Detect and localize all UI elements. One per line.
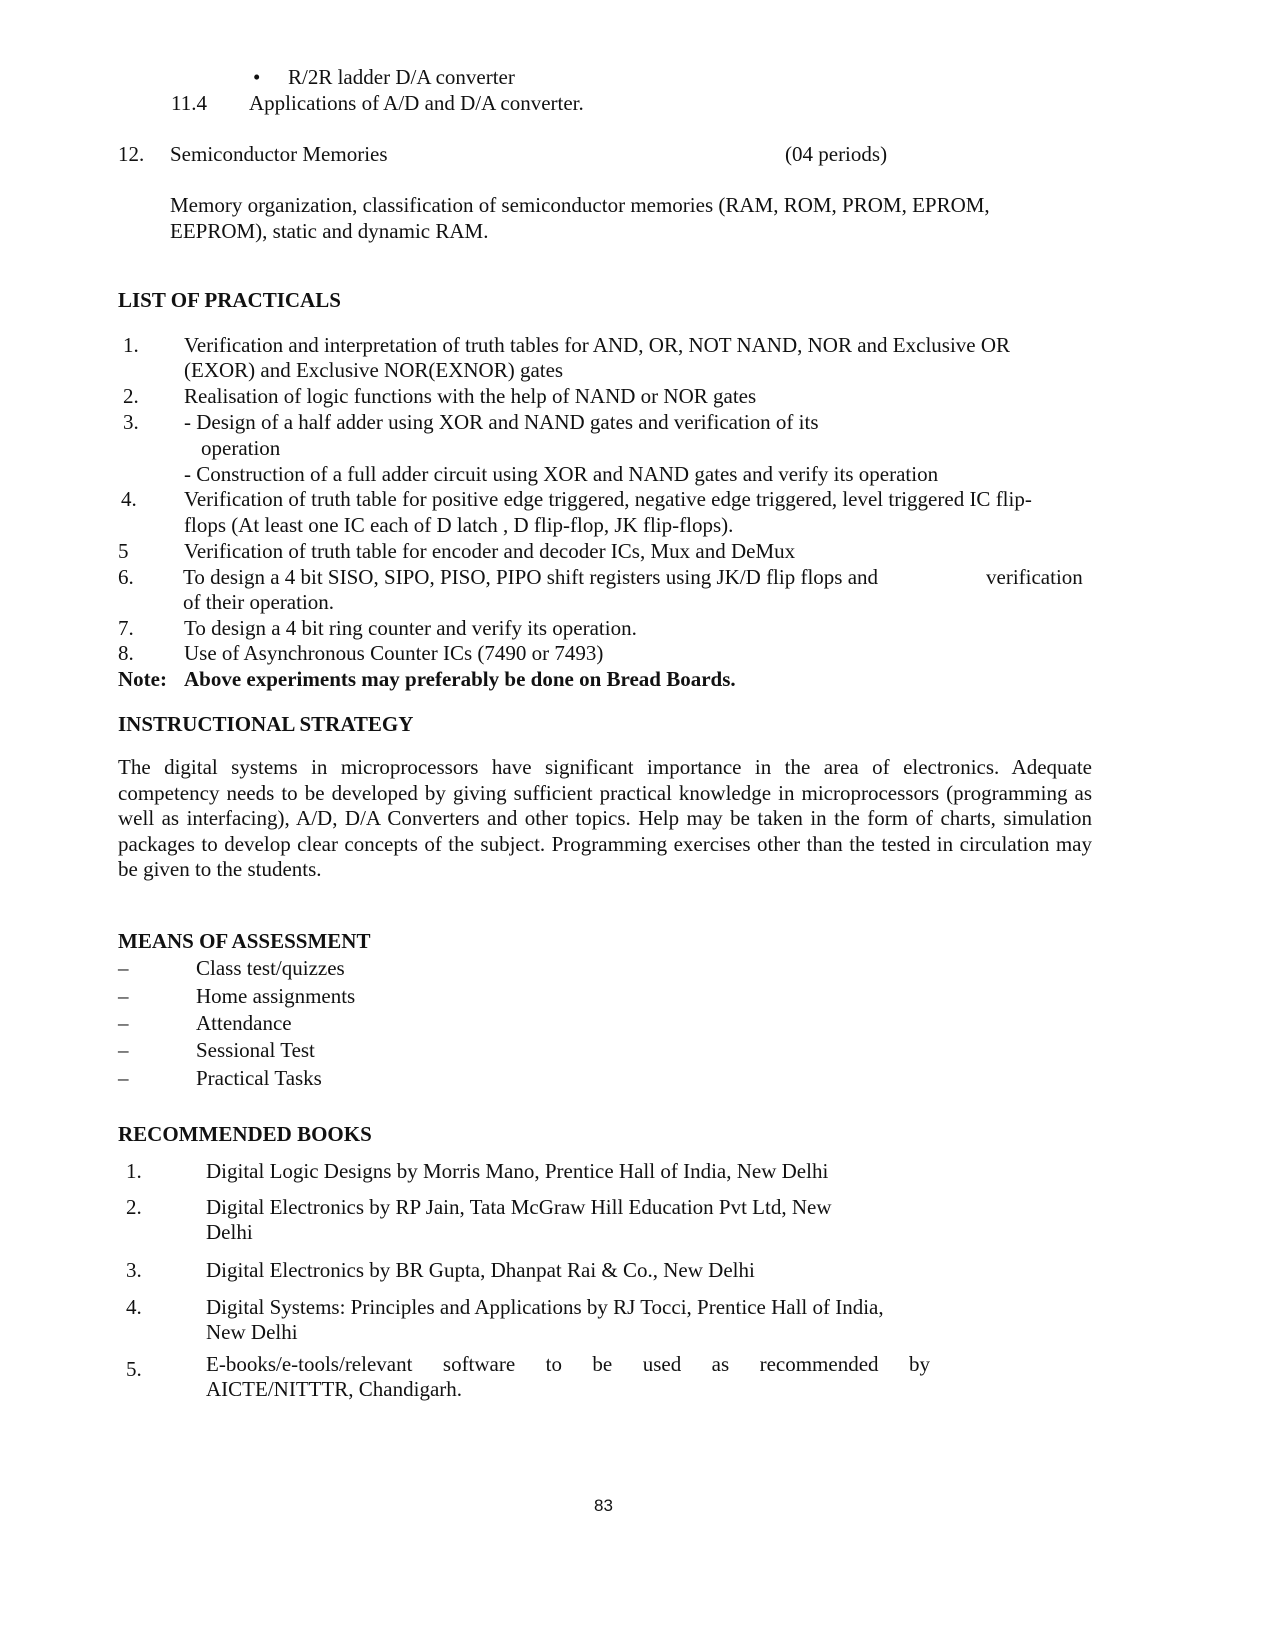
page-number: 83 — [594, 1496, 613, 1515]
note-text: Above experiments may preferably be done on Bread Boards. — [184, 667, 736, 691]
section-number: 12. — [118, 142, 145, 166]
book-number: 5. — [126, 1357, 142, 1381]
practical-item-text: Use of Asynchronous Counter ICs (7490 or 7493) — [184, 641, 604, 665]
practical-item-text: Verification and interpretation of truth tables for AND, OR, NOT NAND, NOR and Exclusive OR — [184, 333, 1011, 357]
assessment-item: Practical Tasks — [196, 1066, 322, 1090]
books-heading: RECOMMENDED BOOKS — [118, 1122, 372, 1146]
practical-item-text: of their operation. — [183, 590, 335, 614]
subsection-number: 11.4 — [171, 91, 207, 115]
practical-item-text: To design a 4 bit ring counter and verify its operation. — [184, 616, 637, 640]
book-text: Digital Systems: Principles and Applications by RJ Tocci, Prentice Hall of India, — [206, 1295, 884, 1319]
practical-item-text: To design a 4 bit SISO, SIPO, PISO, PIPO shift registers using JK/D flip flops and — [183, 565, 879, 589]
practical-number: 5 — [118, 539, 129, 563]
practical-number: 4. — [121, 487, 137, 511]
book-number: 2. — [126, 1195, 142, 1219]
section-periods: (04 periods) — [785, 142, 888, 166]
practical-number: 6. — [118, 565, 134, 589]
section-body-line: EEPROM), static and dynamic RAM. — [170, 219, 489, 243]
book-text: Digital Logic Designs by Morris Mano, Prentice Hall of India, New Delhi — [206, 1159, 829, 1183]
practical-item-text: Verification of truth table for encoder and decoder ICs, Mux and DeMux — [184, 539, 796, 563]
strategy-paragraph: The digital systems in microprocessors have significant importance in the area of electronics. Adequate competency needs to be developed by giving sufficient practical knowledge in microprocessors (programming as well as interfacing), A/D, D/A Converters and other topics. Help may be taken in the form of charts, simulation packages to develop clear concepts of the subject. Programming exercises other than the tested in circulation may be given to the students. — [118, 755, 1092, 881]
practical-number: 8. — [118, 641, 134, 665]
section-body-line: Memory organization, classification of semiconductor memories (RAM, ROM, PROM, EPROM, — [170, 193, 990, 217]
book-number: 3. — [126, 1258, 142, 1282]
practical-item-text: flops (At least one IC each of D latch , D flip-flop, JK flip-flops). — [184, 513, 734, 537]
book-text: New Delhi — [206, 1320, 298, 1344]
dash-bullet: – — [118, 1038, 129, 1062]
bullet-dot: • — [253, 65, 261, 89]
practical-item-text: (EXOR) and Exclusive NOR(EXNOR) gates — [184, 358, 564, 382]
book-text: Digital Electronics by BR Gupta, Dhanpat Rai & Co., New Delhi — [206, 1258, 755, 1282]
dash-bullet: – — [118, 956, 129, 980]
book-number: 1. — [126, 1159, 142, 1183]
practical-item-text: verification — [986, 565, 1083, 589]
assessment-heading: MEANS OF ASSESSMENT — [118, 929, 371, 953]
practicals-heading: LIST OF PRACTICALS — [118, 288, 341, 312]
practical-item-text: - Design of a half adder using XOR and NAND gates and verification of its — [184, 410, 819, 434]
dash-bullet: – — [118, 1011, 129, 1035]
bullet-text: R/2R ladder D/A converter — [288, 65, 515, 89]
practical-item-text: - Construction of a full adder circuit using XOR and NAND gates and verify its operation — [184, 462, 939, 486]
book-text: Digital Electronics by RP Jain, Tata McGraw Hill Education Pvt Ltd, New — [206, 1195, 832, 1219]
subsection-text: Applications of A/D and D/A converter. — [249, 91, 584, 115]
book-number: 4. — [126, 1295, 142, 1319]
book-text: AICTE/NITTTR, Chandigarh. — [206, 1377, 463, 1401]
strategy-heading: INSTRUCTIONAL STRATEGY — [118, 712, 414, 736]
practical-item-text: operation — [201, 436, 281, 460]
practical-item-text: Realisation of logic functions with the help of NAND or NOR gates — [184, 384, 757, 408]
assessment-item: Home assignments — [196, 984, 356, 1008]
book-text: E-books/e-tools/relevant software to be used as recommended by — [206, 1352, 930, 1376]
practical-item-text: Verification of truth table for positive edge triggered, negative edge triggered, level triggered IC flip- — [184, 487, 1032, 511]
practical-number: 1. — [123, 333, 139, 357]
book-text: Delhi — [206, 1220, 253, 1244]
note-label: Note: — [118, 667, 167, 691]
dash-bullet: – — [118, 1066, 129, 1090]
assessment-item: Sessional Test — [196, 1038, 315, 1062]
practical-number: 3. — [123, 410, 139, 434]
practical-number: 2. — [123, 384, 139, 408]
section-title: Semiconductor Memories — [170, 142, 388, 166]
dash-bullet: – — [118, 984, 129, 1008]
assessment-item: Class test/quizzes — [196, 956, 345, 980]
practical-number: 7. — [118, 616, 134, 640]
assessment-item: Attendance — [196, 1011, 292, 1035]
